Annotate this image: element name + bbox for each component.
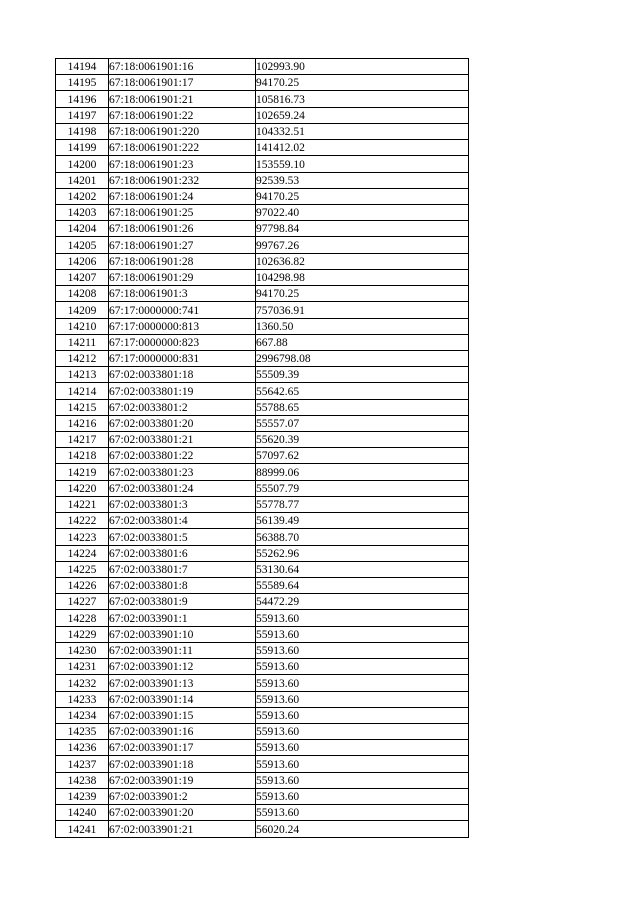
table-row — [56, 302, 469, 318]
table-row — [56, 723, 469, 739]
table-row — [56, 659, 469, 675]
row-number-cell: 14197 — [56, 107, 109, 123]
cadastral-value-cell: 97798.84 — [256, 221, 469, 237]
cadastral-number-cell: 67:18:0061901:25 — [109, 204, 256, 220]
cadastral-number-cell: 67:02:0033801:7 — [109, 561, 256, 577]
cadastral-value-cell: 55913.60 — [256, 723, 469, 739]
row-number-cell: 14237 — [56, 756, 109, 772]
cadastral-number-cell: 67:02:0033901:14 — [109, 691, 256, 707]
cadastral-value-cell: 104332.51 — [256, 123, 469, 139]
cadastral-value-cell: 55913.60 — [256, 675, 469, 691]
table-row — [56, 707, 469, 723]
row-number-cell: 14229 — [56, 626, 109, 642]
row-number-cell: 14230 — [56, 642, 109, 658]
cadastral-value-cell: 102636.82 — [256, 253, 469, 269]
row-number-cell: 14227 — [56, 594, 109, 610]
cadastral-number-cell: 67:18:0061901:222 — [109, 140, 256, 156]
row-number-cell: 14210 — [56, 318, 109, 334]
row-number-cell: 14226 — [56, 578, 109, 594]
row-number-cell: 14209 — [56, 302, 109, 318]
table-row — [56, 107, 469, 123]
cadastral-number-cell: 67:02:0033801:6 — [109, 545, 256, 561]
cadastral-value-cell: 667.88 — [256, 334, 469, 350]
cadastral-number-cell: 67:02:0033801:21 — [109, 432, 256, 448]
cadastral-number-cell: 67:02:0033801:24 — [109, 480, 256, 496]
cadastral-value-cell: 97022.40 — [256, 204, 469, 220]
cadastral-value-cell: 55913.60 — [256, 642, 469, 658]
table-row — [56, 561, 469, 577]
cadastral-value-cell: 141412.02 — [256, 140, 469, 156]
cadastral-number-cell: 67:18:0061901:232 — [109, 172, 256, 188]
cadastral-number-cell: 67:18:0061901:16 — [109, 59, 256, 75]
cadastral-value-cell: 55913.60 — [256, 805, 469, 821]
table-row — [56, 594, 469, 610]
cadastral-value-cell: 55589.64 — [256, 578, 469, 594]
row-number-cell: 14205 — [56, 237, 109, 253]
table-row — [56, 286, 469, 302]
row-number-cell: 14203 — [56, 204, 109, 220]
cadastral-number-cell: 67:17:0000000:831 — [109, 350, 256, 366]
cadastral-number-cell: 67:02:0033901:18 — [109, 756, 256, 772]
table-row — [56, 91, 469, 107]
cadastral-value-cell: 104298.98 — [256, 269, 469, 285]
cadastral-number-cell: 67:02:0033901:12 — [109, 659, 256, 675]
cadastral-number-cell: 67:18:0061901:29 — [109, 269, 256, 285]
cadastral-number-cell: 67:17:0000000:741 — [109, 302, 256, 318]
cadastral-number-cell: 67:02:0033901:15 — [109, 707, 256, 723]
table-row — [56, 578, 469, 594]
cadastral-value-cell: 55913.60 — [256, 788, 469, 804]
cadastral-number-cell: 67:18:0061901:27 — [109, 237, 256, 253]
cadastral-number-cell: 67:18:0061901:17 — [109, 75, 256, 91]
table-row — [56, 448, 469, 464]
table-row — [56, 221, 469, 237]
table-row — [56, 496, 469, 512]
row-number-cell: 14231 — [56, 659, 109, 675]
row-number-cell: 14240 — [56, 805, 109, 821]
cadastral-number-cell: 67:17:0000000:823 — [109, 334, 256, 350]
cadastral-value-cell: 1360.50 — [256, 318, 469, 334]
cadastral-value-cell: 55778.77 — [256, 496, 469, 512]
cadastral-number-cell: 67:02:0033901:11 — [109, 642, 256, 658]
table-row — [56, 756, 469, 772]
cadastral-value-cell: 55913.60 — [256, 691, 469, 707]
cadastral-value-cell: 54472.29 — [256, 594, 469, 610]
cadastral-value-cell: 55262.96 — [256, 545, 469, 561]
cadastral-value-cell: 55913.60 — [256, 740, 469, 756]
table-row — [56, 464, 469, 480]
cadastral-value-table — [55, 58, 469, 838]
cadastral-value-cell: 56139.49 — [256, 513, 469, 529]
row-number-cell: 14194 — [56, 59, 109, 75]
cadastral-value-cell: 55557.07 — [256, 415, 469, 431]
cadastral-value-cell: 56388.70 — [256, 529, 469, 545]
cadastral-value-cell: 102993.90 — [256, 59, 469, 75]
row-number-cell: 14206 — [56, 253, 109, 269]
row-number-cell: 14225 — [56, 561, 109, 577]
cadastral-number-cell: 67:18:0061901:22 — [109, 107, 256, 123]
table-row — [56, 59, 469, 75]
cadastral-value-cell: 105816.73 — [256, 91, 469, 107]
table-row — [56, 821, 469, 837]
table-row — [56, 334, 469, 350]
cadastral-value-cell: 757036.91 — [256, 302, 469, 318]
row-number-cell: 14220 — [56, 480, 109, 496]
row-number-cell: 14202 — [56, 188, 109, 204]
cadastral-number-cell: 67:02:0033901:21 — [109, 821, 256, 837]
row-number-cell: 14217 — [56, 432, 109, 448]
cadastral-value-cell: 153559.10 — [256, 156, 469, 172]
cadastral-number-cell: 67:02:0033801:20 — [109, 415, 256, 431]
table-row — [56, 350, 469, 366]
cadastral-number-cell: 67:18:0061901:28 — [109, 253, 256, 269]
row-number-cell: 14199 — [56, 140, 109, 156]
cadastral-number-cell: 67:02:0033901:17 — [109, 740, 256, 756]
table-row — [56, 269, 469, 285]
cadastral-value-cell: 55642.65 — [256, 383, 469, 399]
table-row — [56, 156, 469, 172]
table-row — [56, 237, 469, 253]
cadastral-number-cell: 67:02:0033901:19 — [109, 772, 256, 788]
cadastral-value-cell: 55913.60 — [256, 772, 469, 788]
row-number-cell: 14221 — [56, 496, 109, 512]
cadastral-number-cell: 67:18:0061901:23 — [109, 156, 256, 172]
table-row — [56, 172, 469, 188]
table-row — [56, 318, 469, 334]
row-number-cell: 14196 — [56, 91, 109, 107]
cadastral-value-cell: 53130.64 — [256, 561, 469, 577]
table-row — [56, 188, 469, 204]
row-number-cell: 14207 — [56, 269, 109, 285]
cadastral-value-cell: 55913.60 — [256, 756, 469, 772]
cadastral-number-cell: 67:02:0033901:1 — [109, 610, 256, 626]
cadastral-value-cell: 102659.24 — [256, 107, 469, 123]
cadastral-number-cell: 67:02:0033801:22 — [109, 448, 256, 464]
row-number-cell: 14201 — [56, 172, 109, 188]
table-row — [56, 123, 469, 139]
table-row — [56, 626, 469, 642]
table-row — [56, 204, 469, 220]
cadastral-number-cell: 67:02:0033801:2 — [109, 399, 256, 415]
table-row — [56, 253, 469, 269]
table-row — [56, 610, 469, 626]
row-number-cell: 14239 — [56, 788, 109, 804]
cadastral-value-cell: 92539.53 — [256, 172, 469, 188]
row-number-cell: 14232 — [56, 675, 109, 691]
cadastral-value-cell: 55788.65 — [256, 399, 469, 415]
cadastral-value-cell: 88999.06 — [256, 464, 469, 480]
row-number-cell: 14218 — [56, 448, 109, 464]
row-number-cell: 14219 — [56, 464, 109, 480]
table-row — [56, 432, 469, 448]
table-row — [56, 691, 469, 707]
row-number-cell: 14213 — [56, 367, 109, 383]
cadastral-value-cell: 57097.62 — [256, 448, 469, 464]
row-number-cell: 14236 — [56, 740, 109, 756]
cadastral-number-cell: 67:02:0033801:19 — [109, 383, 256, 399]
cadastral-number-cell: 67:18:0061901:21 — [109, 91, 256, 107]
cadastral-value-cell: 55913.60 — [256, 659, 469, 675]
cadastral-value-cell: 94170.25 — [256, 286, 469, 302]
cadastral-value-cell: 99767.26 — [256, 237, 469, 253]
row-number-cell: 14228 — [56, 610, 109, 626]
cadastral-number-cell: 67:02:0033801:23 — [109, 464, 256, 480]
cadastral-value-cell: 94170.25 — [256, 188, 469, 204]
table-row — [56, 529, 469, 545]
row-number-cell: 14212 — [56, 350, 109, 366]
row-number-cell: 14235 — [56, 723, 109, 739]
cadastral-value-cell: 55620.39 — [256, 432, 469, 448]
row-number-cell: 14214 — [56, 383, 109, 399]
table-row — [56, 383, 469, 399]
row-number-cell: 14198 — [56, 123, 109, 139]
cadastral-value-cell: 94170.25 — [256, 75, 469, 91]
row-number-cell: 14195 — [56, 75, 109, 91]
table-row — [56, 399, 469, 415]
cadastral-number-cell: 67:02:0033801:3 — [109, 496, 256, 512]
cadastral-number-cell: 67:02:0033901:2 — [109, 788, 256, 804]
cadastral-value-cell: 55913.60 — [256, 707, 469, 723]
cadastral-number-cell: 67:02:0033901:13 — [109, 675, 256, 691]
cadastral-number-cell: 67:02:0033901:10 — [109, 626, 256, 642]
table-row — [56, 415, 469, 431]
table-row — [56, 75, 469, 91]
table-row — [56, 772, 469, 788]
row-number-cell: 14222 — [56, 513, 109, 529]
table-row — [56, 480, 469, 496]
row-number-cell: 14215 — [56, 399, 109, 415]
cadastral-number-cell: 67:18:0061901:26 — [109, 221, 256, 237]
row-number-cell: 14234 — [56, 707, 109, 723]
cadastral-value-cell: 56020.24 — [256, 821, 469, 837]
table-row — [56, 513, 469, 529]
cadastral-number-cell: 67:02:0033901:20 — [109, 805, 256, 821]
cadastral-value-cell: 55913.60 — [256, 610, 469, 626]
cadastral-number-cell: 67:02:0033801:9 — [109, 594, 256, 610]
cadastral-value-cell: 55507.79 — [256, 480, 469, 496]
cadastral-value-cell: 55913.60 — [256, 626, 469, 642]
cadastral-number-cell: 67:18:0061901:220 — [109, 123, 256, 139]
row-number-cell: 14216 — [56, 415, 109, 431]
cadastral-number-cell: 67:18:0061901:3 — [109, 286, 256, 302]
cadastral-value-cell: 55509.39 — [256, 367, 469, 383]
row-number-cell: 14204 — [56, 221, 109, 237]
table-row — [56, 140, 469, 156]
table-row — [56, 675, 469, 691]
cadastral-number-cell: 67:17:0000000:813 — [109, 318, 256, 334]
table-body — [56, 59, 469, 838]
row-number-cell: 14241 — [56, 821, 109, 837]
row-number-cell: 14238 — [56, 772, 109, 788]
table-row — [56, 642, 469, 658]
cadastral-number-cell: 67:02:0033801:5 — [109, 529, 256, 545]
table-row — [56, 740, 469, 756]
row-number-cell: 14211 — [56, 334, 109, 350]
row-number-cell: 14233 — [56, 691, 109, 707]
row-number-cell: 14224 — [56, 545, 109, 561]
table-row — [56, 788, 469, 804]
table-row — [56, 805, 469, 821]
row-number-cell: 14200 — [56, 156, 109, 172]
cadastral-number-cell: 67:02:0033801:4 — [109, 513, 256, 529]
cadastral-value-cell: 2996798.08 — [256, 350, 469, 366]
row-number-cell: 14223 — [56, 529, 109, 545]
cadastral-number-cell: 67:02:0033901:16 — [109, 723, 256, 739]
cadastral-number-cell: 67:02:0033801:18 — [109, 367, 256, 383]
table-row — [56, 367, 469, 383]
table-row — [56, 545, 469, 561]
cadastral-number-cell: 67:02:0033801:8 — [109, 578, 256, 594]
cadastral-number-cell: 67:18:0061901:24 — [109, 188, 256, 204]
row-number-cell: 14208 — [56, 286, 109, 302]
